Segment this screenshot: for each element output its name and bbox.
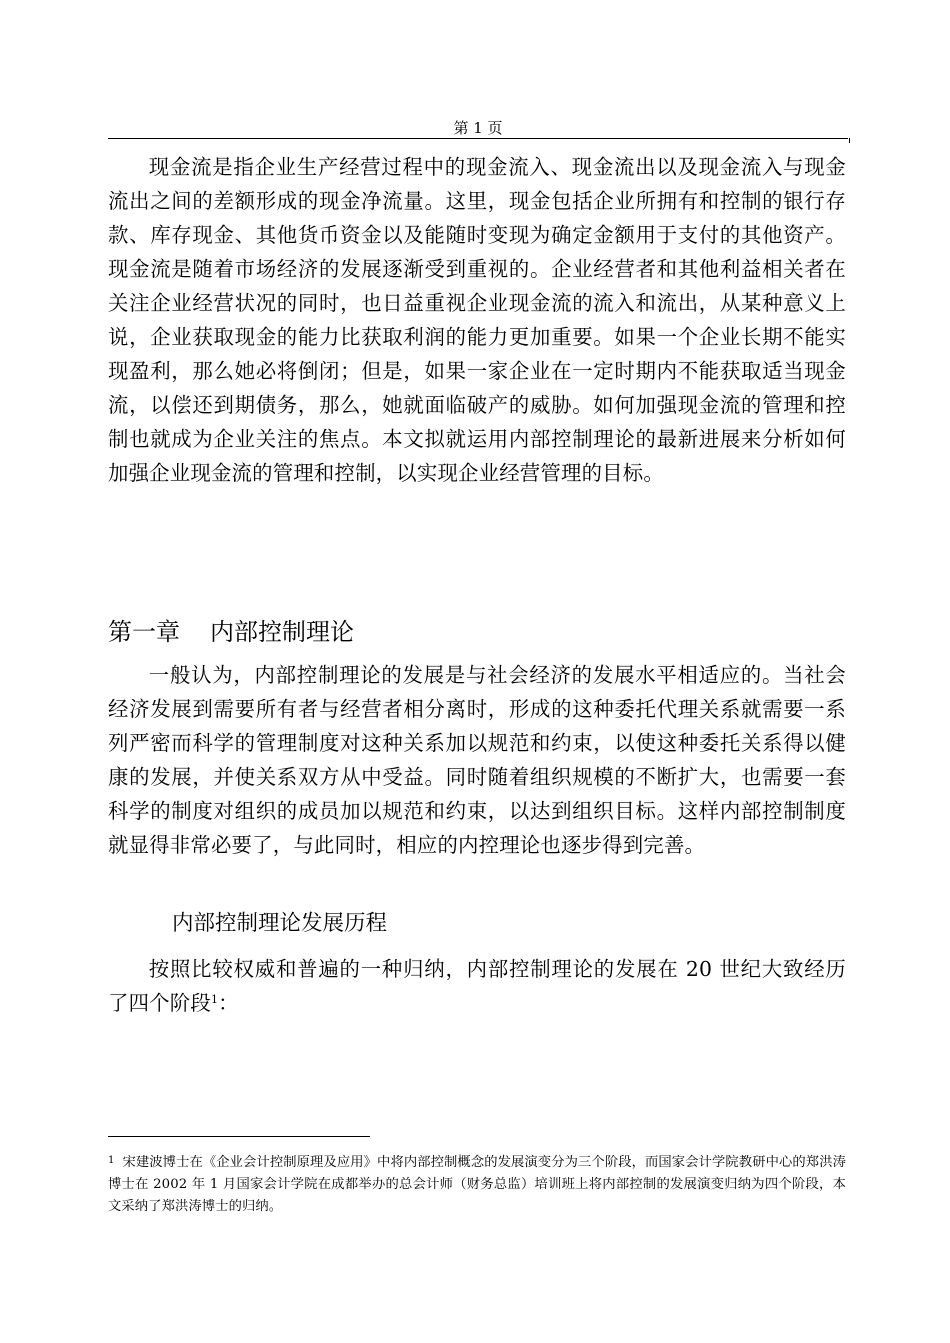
footnote-divider	[108, 1136, 370, 1137]
footnote-reference[interactable]: 1	[210, 993, 219, 1006]
page-header	[108, 118, 848, 139]
section-heading: 内部控制理论发展历程	[172, 911, 388, 936]
chapter-number: 第一章	[108, 618, 180, 646]
intro-paragraph: 现金流是指企业生产经营过程中的现金流入、现金流出以及现金流入与现金流出之间的差额形成的现金净流量。这里，现金包括企业所拥有和控制的银行存款、库存现金、其他货币资金以及能随时变现为确定金额用于支付的其他资产。现金流是随着市场经济的发展逐渐受到重视的。企业经营者和其他利益相关者在关注企业经营状况的同时，也日益重视企业现金流的流入和流出，从某种意义上说，企业获取现金的能力比获取利润的能力更加重要。如果一个企业长期不能实现盈利，那么她必将倒闭；但是，如果一家企业在一定时期内不能获取适当现金流，以偿还到期债务，那么，她就面临破产的威胁。如何加强现金流的管理和控制也就成为企业关注的焦点。本文拟就运用内部控制理论的最新进展来分析如何加强企业现金流的管理和控制，以实现企业经营管理的目标。	[108, 155, 846, 485]
section-paragraph-end: ：	[218, 991, 239, 1015]
section-paragraph-text: 按照比较权威和普遍的一种归纳，内部控制理论的发展在 20 世纪大致经历了四个阶段	[108, 957, 846, 1015]
chapter-paragraph: 一般认为，内部控制理论的发展是与社会经济的发展水平相适应的。当社会经济发展到需要所有者与经营者相分离时，形成的这种委托代理关系就需要一系列严密而科学的管理制度对这种关系加以规范和约束，以使这种委托关系得以健康的发展，并使关系双方从中受益。同时随着组织规模的不断扩大，也需要一套科学的制度对组织的成员加以规范和约束，以达到组织目标。这样内部控制制度就显得非常必要了，与此同时，相应的内控理论也逐步得到完善。	[108, 663, 846, 857]
page-number: 第 1 页	[453, 119, 503, 137]
footnote	[108, 1150, 846, 1218]
chapter-title: 内部控制理论	[210, 618, 354, 646]
section-paragraph	[108, 952, 846, 1020]
footnote-text: 宋建波博士在《企业会计控制原理及应用》中将内部控制概念的发展演变分为三个阶段，而国家会计学院教研中心的郑洪涛博士在 2002 年 1 月国家会计学院在成都举办的总会计师（财务总监）培训班上将内部控制的发展演变归纳为四个阶段，本文采纳了郑洪涛博士的归纳。	[108, 1155, 846, 1214]
footnote-mark: 1	[108, 1155, 115, 1166]
header-rule-end-mark	[849, 138, 850, 143]
chapter-heading	[108, 612, 354, 652]
